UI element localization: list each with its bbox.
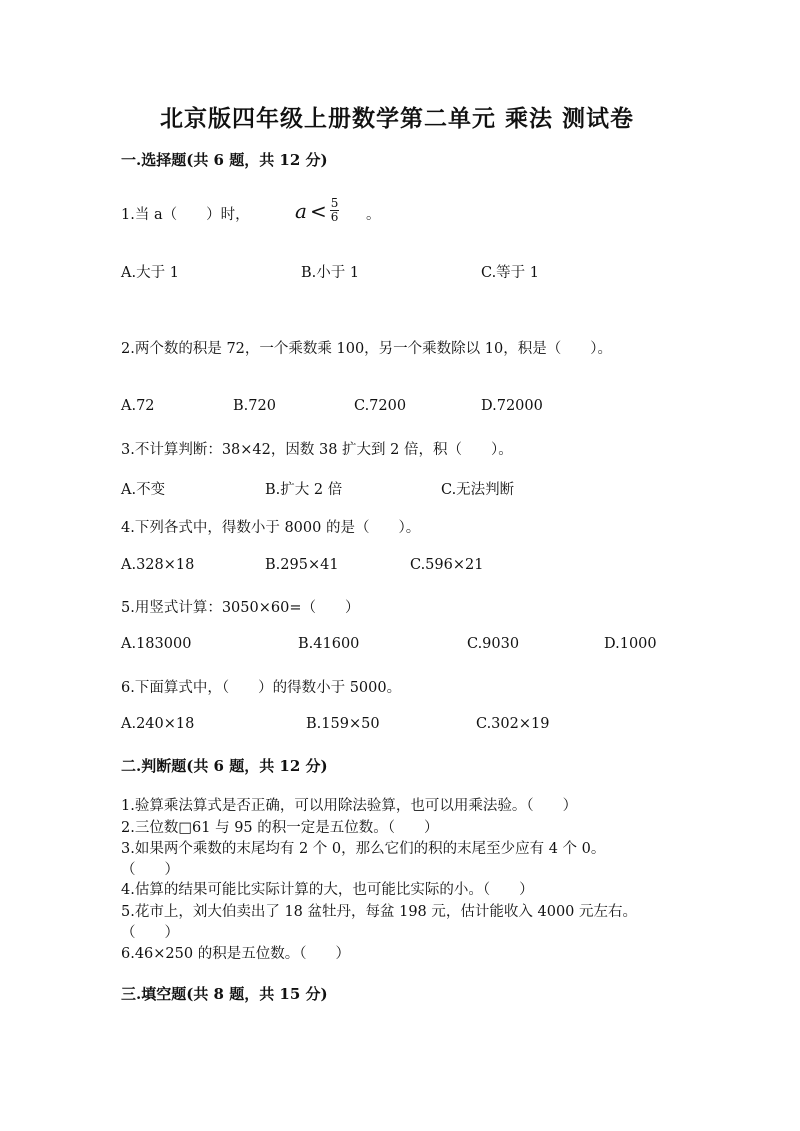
question-1-formula xyxy=(295,197,339,224)
judge-5-blank: （ ） xyxy=(121,925,179,941)
q6-option-c: C.302×19 xyxy=(476,716,550,732)
judge-5: 5.花市上，刘大伯卖出了 18 盆牡丹，每盆 198 元，估计能收入 4000 元左右。 xyxy=(121,904,638,920)
fraction-numerator: 5 xyxy=(330,196,339,210)
q4-option-a: A.328×18 xyxy=(121,557,195,573)
judge-3-blank: （ ） xyxy=(121,862,179,878)
less-than-sign: < xyxy=(309,198,327,223)
q1-option-b: B.小于 1 xyxy=(301,265,360,281)
q2-option-a: A.72 xyxy=(121,398,155,414)
q3-option-a: A.不变 xyxy=(121,482,166,498)
q1-option-a: A.大于 1 xyxy=(121,265,179,281)
q4-option-c: C.596×21 xyxy=(410,557,484,573)
q2-option-d: D.72000 xyxy=(481,398,543,414)
question-5: 5.用竖式计算：3050×60=（ ） xyxy=(121,600,360,616)
judge-1: 1.验算乘法算式是否正确，可以用除法验算，也可以用乘法验。（ ） xyxy=(121,798,578,814)
q5-option-b: B.41600 xyxy=(298,636,360,652)
q3-option-c: C.无法判断 xyxy=(441,482,515,498)
q1-option-c: C.等于 1 xyxy=(481,265,540,281)
q6-option-b: B.159×50 xyxy=(306,716,380,732)
question-1-text: 1.当 a（ ）时， xyxy=(121,207,250,223)
judge-3: 3.如果两个乘数的末尾均有 2 个 0，那么它们的积的末尾至少应有 4 个 0。 xyxy=(121,841,606,857)
question-4: 4.下列各式中，得数小于 8000 的是（ ）。 xyxy=(121,520,421,536)
judge-2: 2.三位数□61 与 95 的积一定是五位数。（ ） xyxy=(121,820,439,836)
judge-6: 6.46×250 的积是五位数。（ ） xyxy=(121,946,350,962)
q2-option-b: B.720 xyxy=(233,398,276,414)
page-title: 北京版四年级上册数学第二单元 乘法 测试卷 xyxy=(160,105,635,132)
q2-option-c: C.7200 xyxy=(354,398,407,414)
q5-option-c: C.9030 xyxy=(467,636,520,652)
judge-4: 4.估算的结果可能比实际计算的大，也可能比实际的小。（ ） xyxy=(121,882,534,898)
question-2: 2.两个数的积是 72，一个乘数乘 100，另一个乘数除以 10，积是（ ）。 xyxy=(121,341,612,357)
section-heading-fill: 三.填空题(共 8 题，共 15 分) xyxy=(121,985,328,1003)
q5-option-d: D.1000 xyxy=(604,636,657,652)
q6-option-a: A.240×18 xyxy=(121,716,195,732)
q5-option-a: A.183000 xyxy=(121,636,192,652)
question-1 xyxy=(121,203,250,224)
section-heading-judge: 二.判断题(共 6 题，共 12 分) xyxy=(121,757,328,775)
fraction xyxy=(330,197,340,224)
fraction-denominator: 6 xyxy=(330,210,339,224)
question-6: 6.下面算式中，（ ）的得数小于 5000。 xyxy=(121,680,402,696)
q3-option-b: B.扩大 2 倍 xyxy=(265,482,343,498)
question-1-end: 。 xyxy=(366,207,381,223)
q4-option-b: B.295×41 xyxy=(265,557,339,573)
formula-variable: a xyxy=(295,198,307,223)
section-heading-choice: 一.选择题(共 6 题，共 12 分) xyxy=(121,151,328,169)
question-3: 3.不计算判断：38×42，因数 38 扩大到 2 倍，积（ ）。 xyxy=(121,442,513,458)
